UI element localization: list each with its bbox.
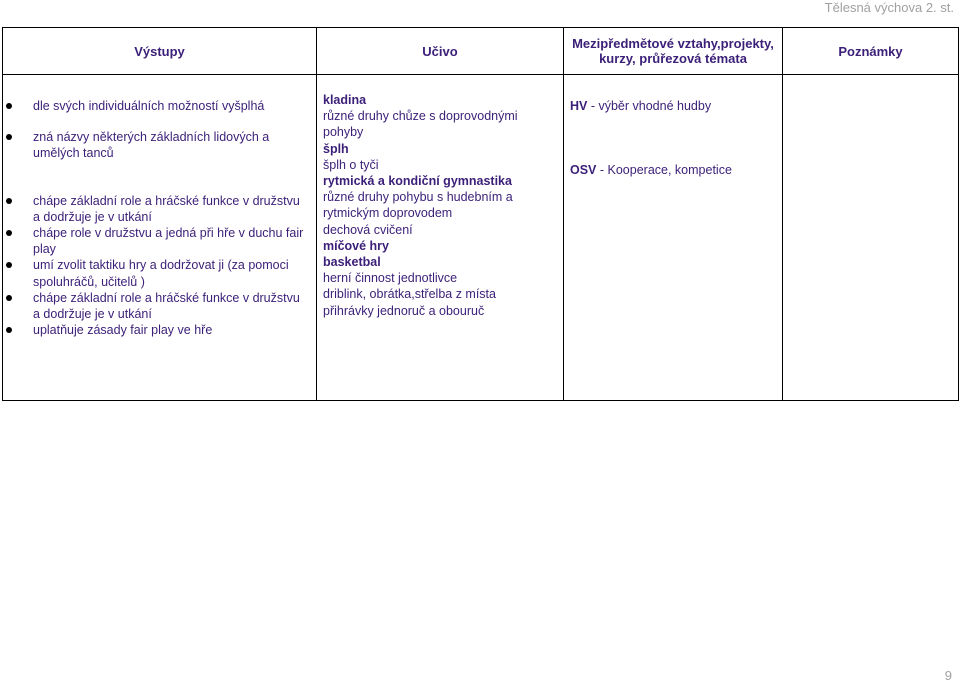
outcome-text: zná názvy některých základních lidových a umělých tanců [33,130,270,161]
cross-curricular-cell [564,75,783,401]
bullet-icon [6,262,12,268]
cross-code: HV [570,99,588,113]
outcomes-cell [3,75,317,401]
outcome-item [3,225,310,257]
header-outcomes: Výstupy [3,28,317,75]
outcome-item [3,98,310,114]
outcome-text: uplatňuje zásady fair play ve hře [33,323,213,338]
notes-cell [783,75,959,401]
outcome-text: chápe role v družstvu a jedná při hře v duchu fair play [33,226,304,257]
content-row [3,75,959,401]
bullet-icon [6,198,12,204]
content-line: herní činnost jednotlivce [323,271,458,286]
bullet-icon [6,103,12,109]
cross-curricular-item [570,98,776,114]
content-line: přihrávky jednoruč a obouruč [323,303,485,318]
content-line: šplh o tyči [323,157,379,172]
content-line: různé druhy chůze s doprovodnými pohyby [323,109,518,140]
cross-text: - Kooperace, kompetice [596,163,732,178]
page-number: 9 [944,668,952,683]
header-row [3,28,959,75]
content-topic: basketbal [323,255,381,270]
outcome-text: chápe základní role a hráčské funkce v družstvu a dodržuje je v utkání [33,290,300,322]
outcome-item [3,290,310,322]
cross-curricular-item [570,162,776,178]
running-header: Tělesná výchova 2. st. [824,0,954,15]
content-topic: míčové hry [323,238,390,253]
content-topic: rytmická a kondiční gymnastika [323,174,512,189]
header-cross-curricular: Mezipředmětové vztahy,projekty, kurzy, průřezová témata [564,28,783,75]
outcome-item [3,322,310,338]
header-notes: Poznámky [783,28,959,75]
bullet-icon [6,295,12,301]
curriculum-table [2,27,959,401]
bullet-icon [6,230,12,236]
outcomes-list [3,98,310,338]
cross-code: OSV [570,163,597,178]
content-line: driblink, obrátka,střelba z místa [323,287,496,302]
header-content: Učivo [317,28,564,75]
outcome-item [3,257,310,289]
content-topic: kladina [323,93,367,107]
outcome-item [3,193,310,225]
content-line: různé druhy pohybu s hudebním a rytmickým doprovodem [323,190,513,221]
outcome-text: dle svých individuálních možností vyšplhá [33,99,265,113]
content-line: dechová cvičení [323,222,413,237]
content-topic: šplh [323,141,349,156]
bullet-icon [6,327,12,333]
outcome-text: chápe základní role a hráčské funkce v družstvu a dodržuje je v utkání [33,193,300,224]
outcome-item [3,129,310,161]
cross-text: - výběr vhodné hudby [587,99,712,113]
outcome-text: umí zvolit taktiku hry a dodržovat ji (za pomoci spoluhráčů, učitelů ) [33,258,289,289]
content-cell [317,75,564,401]
bullet-icon [6,134,12,140]
